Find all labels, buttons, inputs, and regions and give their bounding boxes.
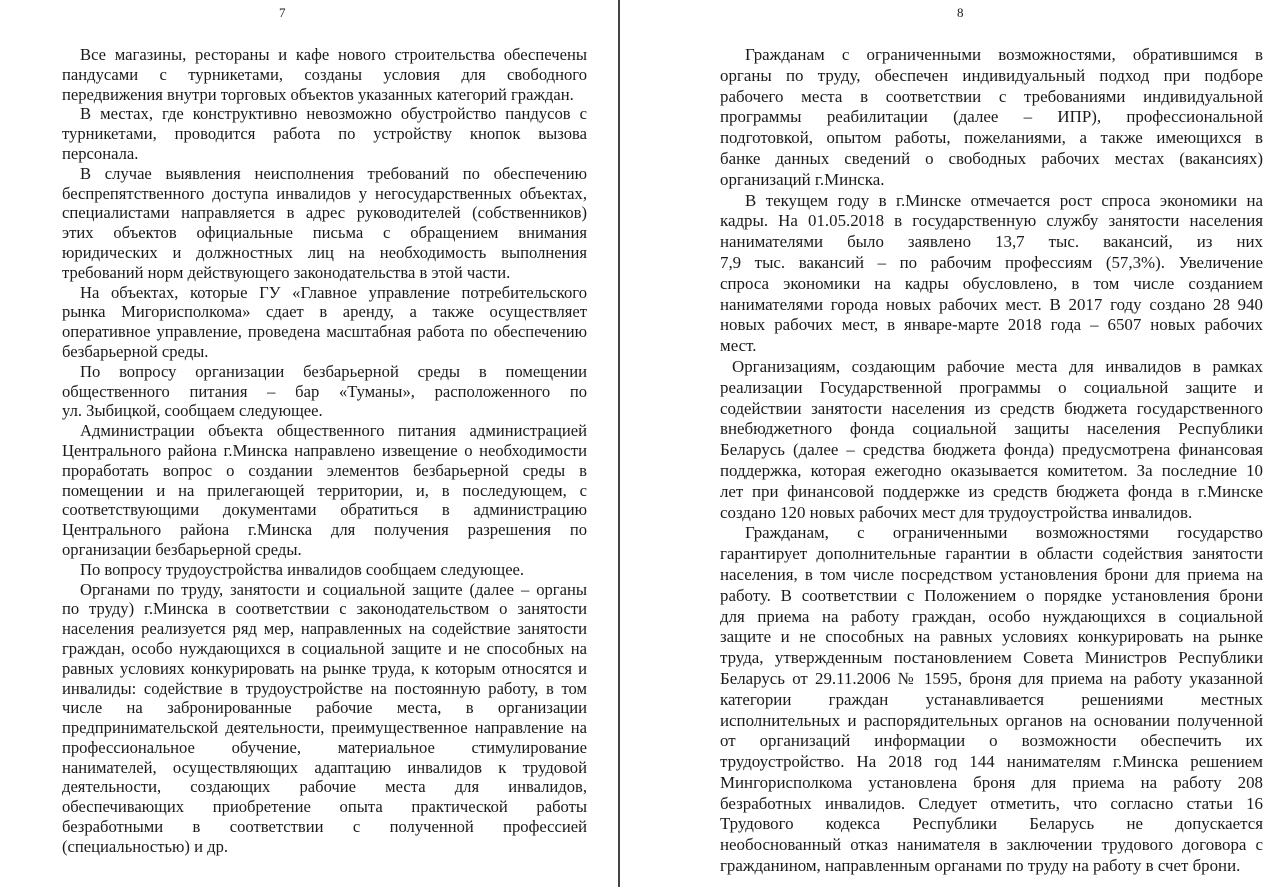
text-line: проработать вопрос о создании элементов безбарьерной среды в	[62, 460, 587, 480]
paragraph	[62, 560, 587, 580]
text-line: безработных инвалидов. Следует отметить, что согласно статьи 16	[720, 793, 1263, 813]
text-line: инвалиды: содействие в трудоустройстве на постоянную работу, в том	[62, 678, 587, 698]
text-line: рабочего места в соответствии с требованиями индивидуальной	[720, 86, 1263, 106]
text-line: по труду) г.Минска в соответствии с законодательством о занятости	[62, 599, 587, 619]
text-line: В местах, где конструктивно невозможно обустройство пандусов с	[80, 104, 587, 124]
text-line: гражданином, направленным органами по труду на работу в счет брони.	[720, 856, 1241, 876]
text-line: труда, утвержденным постановлением Совета Министров Республики	[720, 648, 1263, 668]
text-line: безработными в соответствии с полученной профессией	[62, 817, 587, 837]
page-number: 7	[279, 5, 286, 20]
text-line: По вопросу организации безбарьерной среды в помещении	[80, 361, 587, 381]
paragraph	[62, 421, 587, 560]
text-line: Гражданам, с ограниченными возможностями государство	[745, 523, 1263, 543]
paragraph	[62, 104, 587, 163]
text-line: соответствующими документами обратиться в администрацию	[62, 500, 587, 520]
page-divider	[618, 0, 620, 887]
text-line: внебюджетного фонда социальной защиты населения Республики	[720, 419, 1263, 439]
text-line: мест.	[720, 336, 757, 356]
text-line: гарантирует дополнительные гарантии в области содействия занятости	[720, 544, 1263, 564]
text-line: этих объектов официальные письма с обращением внимания	[62, 223, 587, 243]
text-line: кадры. На 01.05.2018 в государственную службу занятости населения	[720, 211, 1263, 231]
paragraph	[720, 357, 1263, 523]
paragraph	[62, 362, 587, 421]
text-line: пандусами с турникетами, созданы условия для свободного	[62, 64, 587, 84]
text-line: безбарьерной среды.	[62, 341, 209, 361]
text-line: поддержка, которая ежегодно оказывается комитетом. За последние 10	[720, 460, 1263, 480]
text-line: передвижения внутри торговых объектов указанных категорий граждан.	[62, 84, 574, 104]
text-line: спроса экономики на кадры обусловлено, в том числе созданием	[720, 273, 1263, 293]
text-line: нанимателями было заявлено 13,7 тыс. вакансий, из них	[720, 232, 1263, 252]
text-line: требований норм действующего законодательства в этой части.	[62, 262, 511, 282]
text-line: На объектах, которые ГУ «Главное управление потребительского	[80, 282, 587, 302]
text-line: банке данных сведений о свободных рабочих местах (вакансиях)	[720, 148, 1263, 168]
document-page-right	[621, 0, 1280, 887]
text-line: исполнительных и распорядительных органов на основании полученной	[720, 710, 1263, 730]
paragraph	[62, 164, 587, 283]
text-line: органы по труду, обеспечен индивидуальный подход при подборе	[720, 65, 1263, 85]
text-line: персонала.	[62, 143, 139, 163]
text-line: 7,9 тыс. вакансий – по рабочим профессиям (57,3%). Увеличение	[720, 252, 1263, 272]
text-line: предпринимательской деятельности, преимущественное направление на	[62, 718, 587, 738]
text-line: от организаций информации о возможности обеспечить их	[720, 731, 1263, 751]
text-line: необоснованный отказ нанимателя в заключении трудового договора с	[720, 835, 1263, 855]
text-line: общественного питания – бар «Туманы», расположенного по	[62, 381, 587, 401]
page-number: 8	[957, 5, 964, 20]
text-line: юридических и должностных лиц на необходимость выполнения	[62, 242, 587, 262]
text-line: Органами по труду, занятости и социальной защите (далее – органы	[80, 579, 587, 599]
text-line: Мингорисполкома установлена броня для приема на работу 208	[720, 772, 1263, 792]
text-line: лет при финансовой поддержке из средств бюджета фонда в г.Минске	[720, 481, 1263, 501]
document-page-left	[0, 0, 618, 887]
text-line: равных условиях конкурировать на рынке труда, к которым относятся и	[62, 658, 587, 678]
text-line: нанимателями города новых рабочих мест. В 2017 году создано 28 940	[720, 294, 1263, 314]
text-line: категории граждан устанавливается решениями местных	[720, 689, 1263, 709]
text-line: Организациям, создающим рабочие места для инвалидов в рамках	[732, 356, 1263, 376]
text-line: числе на забронированные рабочие места, в организации	[62, 698, 587, 718]
text-line: организаций г.Минска.	[720, 169, 885, 189]
paragraph	[62, 283, 587, 362]
text-line: Центрального района г.Минска для получения разрешения по	[62, 520, 587, 540]
text-line: работу. В соответствии с Положением о порядке установления брони	[720, 585, 1263, 605]
text-line: Беларусь (далее – средства бюджета фонда) предусмотрена финансовая	[720, 440, 1263, 460]
text-line: для приема на работу граждан, особо нуждающихся в социальной	[720, 606, 1263, 626]
text-line: помещении и на прилегающей территории, и, в последующем, с	[62, 480, 587, 500]
text-line: Центрального района г.Минска направлено извещение о необходимости	[62, 440, 587, 460]
page-text	[720, 45, 1263, 877]
text-line: реализации Государственной программы о социальной защите и	[720, 377, 1263, 397]
text-line: создано 120 новых рабочих мест для трудоустройства инвалидов.	[720, 502, 1193, 522]
text-line: деятельности, создающих рабочие места для инвалидов,	[62, 777, 587, 797]
paragraph	[720, 523, 1263, 877]
text-line: турникетами, проводится работа по устройству кнопок вызова	[62, 124, 587, 144]
paragraph	[720, 45, 1263, 191]
text-line: Трудового кодекса Республики Беларусь не допускается	[720, 814, 1263, 834]
text-line: трудоустройство. На 2018 год 144 нанимателям г.Минска решением	[720, 752, 1263, 772]
text-line: новых рабочих мест, в январе-марте 2018 года – 6507 новых рабочих	[720, 315, 1263, 335]
text-line: специалистами направляется в адрес руководителей (собственников)	[62, 203, 587, 223]
paragraph	[62, 45, 587, 104]
text-line: нанимателей, осуществляющих адаптацию инвалидов к трудовой	[62, 757, 587, 777]
text-line: беспрепятственного доступа инвалидов у негосударственных объектах,	[62, 183, 587, 203]
text-line: Беларусь от 29.11.2006 № 1595, броня для приема на работу указанной	[720, 668, 1263, 688]
paragraph	[720, 191, 1263, 357]
text-line: профессиональное обучение, материальное стимулирование	[62, 737, 587, 757]
text-line: рынка Мигорисполкома» сдает в аренду, а также осуществляет	[62, 302, 587, 322]
text-line: ул. Зыбицкой, сообщаем следующее.	[62, 401, 323, 421]
text-line: обеспечивающих приобретение опыта практической работы	[62, 797, 587, 817]
text-line: защите и не способных на равных условиях конкурировать на рынке	[720, 627, 1263, 647]
text-line: программы реабилитации (далее – ИПР), профессиональной	[720, 107, 1263, 127]
text-line: По вопросу трудоустройства инвалидов сообщаем следующее.	[80, 559, 525, 579]
text-line: населения, в том числе посредством установления брони для приема на	[720, 564, 1263, 584]
text-line: Администрации объекта общественного питания администрацией	[80, 421, 587, 441]
text-line: Все магазины, рестораны и кафе нового строительства обеспечены	[80, 45, 587, 64]
text-line: населения реализуется ряд мер, направленных на содействие занятости	[62, 619, 587, 639]
text-line: В текущем году в г.Минске отмечается рост спроса экономики на	[745, 190, 1263, 210]
page-text	[62, 45, 587, 857]
text-line: граждан, особо нуждающихся в социальной защите и не способных на	[62, 638, 587, 658]
text-line: организации безбарьерной среды.	[62, 539, 302, 559]
text-line: оперативное управление, проведена масштабная работа по обеспечению	[62, 322, 587, 342]
text-line: подготовкой, опытом работы, пожеланиями, а также имеющихся в	[720, 128, 1263, 148]
text-line: содействии занятости населения из средств бюджета государственного	[720, 398, 1263, 418]
text-line: Гражданам с ограниченными возможностями, обратившимся в	[745, 45, 1263, 64]
text-line: В случае выявления неисполнения требований по обеспечению	[80, 163, 587, 183]
paragraph	[62, 580, 587, 857]
text-line: (специальностью) и др.	[62, 836, 229, 856]
